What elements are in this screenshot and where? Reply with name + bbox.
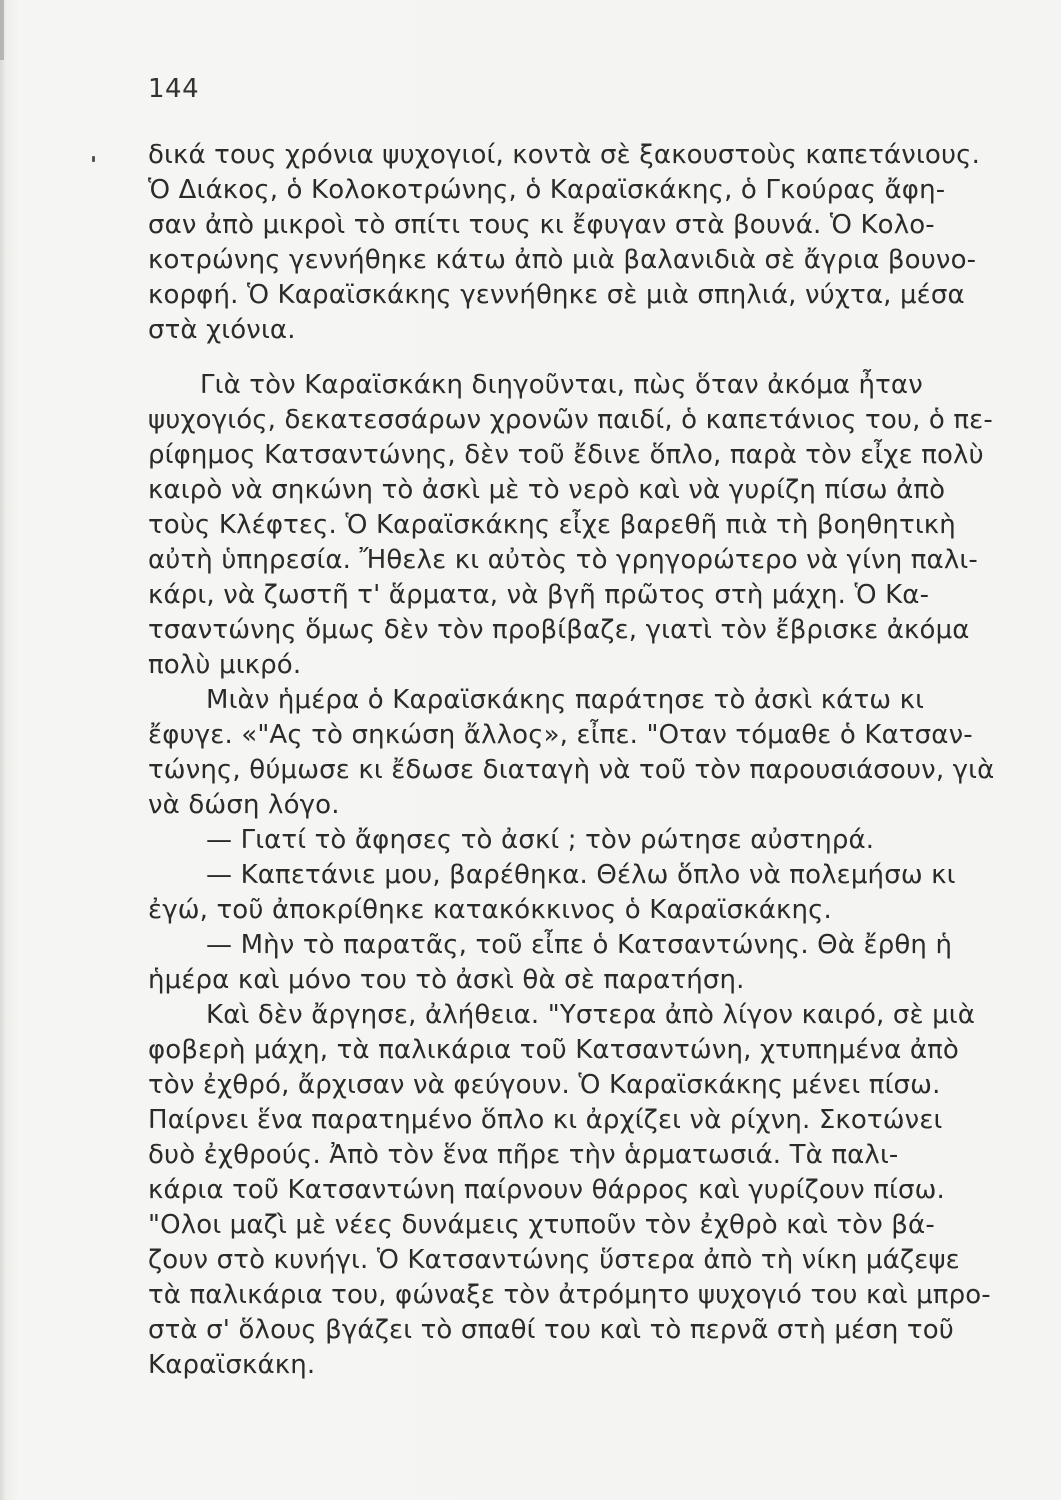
text-line: τὸν ἐχθρό, ἄρχισαν νὰ φεύγουν. Ὁ Καραϊσκάκης μένει πίσω. [148, 1070, 941, 1100]
text-line: δικά τους χρόνια ψυχογιοί, κοντὰ σὲ ξακουστοὺς καπετάνιους. [148, 140, 980, 170]
text-line: τσαντώνης ὅμως δὲν τὸν προβίβαζε, γιατὶ τὸν ἔβρισκε ἀκόμα [148, 615, 970, 645]
text-line: δυὸ ἐχθρούς. Ἀπὸ τὸν ἕνα πῆρε τὴν ἁρματωσιά. Τὰ παλι- [148, 1140, 899, 1170]
text-line: φοβερὴ μάχη, τὰ παλικάρια τοῦ Κατσαντώνη, χτυπημένα ἀπὸ [148, 1035, 959, 1065]
text-line: τώνης, θύμωσε κι ἔδωσε διαταγὴ νὰ τοῦ τὸν παρουσιάσουν, γιὰ [148, 755, 995, 785]
text-line: κοτρώνης γεννήθηκε κάτω ἀπὸ μιὰ βαλανιδιὰ σὲ ἄγρια βουνο- [148, 245, 977, 275]
page-edge-mark [0, 0, 4, 60]
margin-ink-mark [92, 156, 95, 162]
text-line: κάρι, νὰ ζωστῆ τ' ἅρματα, νὰ βγῆ πρῶτος στὴ μάχη. Ὁ Κα- [148, 580, 930, 610]
text-line: "Ολοι μαζὶ μὲ νέες δυνάμεις χτυποῦν τὸν ἐχθρὸ καὶ τὸν βά- [148, 1210, 935, 1240]
text-line: ψυχογιός, δεκατεσσάρων χρονῶν παιδί, ὁ καπετάνιος του, ὁ πε- [148, 405, 993, 435]
text-line: πολὺ μικρό. [148, 650, 302, 680]
text-line: Ὁ Διάκος, ὁ Κολοκοτρώνης, ὁ Καραϊσκάκης, ὁ Γκούρας ἄφη- [148, 175, 946, 205]
text-line: ρίφημος Κατσαντώνης, δὲν τοῦ ἔδινε ὅπλο, παρὰ τὸν εἶχε πολὺ [148, 440, 984, 470]
dialogue-line: — Μὴν τὸ παρατᾶς, τοῦ εἶπε ὁ Κατσαντώνης. Θὰ ἔρθη ἡ [206, 930, 953, 960]
text-line: σαν ἀπὸ μικροὶ τὸ σπίτι τους κι ἔφυγαν στὰ βουνά. Ὁ Κολο- [148, 210, 935, 240]
text-line: καιρὸ νὰ σηκώνη τὸ ἀσκὶ μὲ τὸ νερὸ καὶ νὰ γυρίζη πίσω ἀπὸ [148, 475, 946, 505]
dialogue-line: — Καπετάνιε μου, βαρέθηκα. Θέλω ὅπλο νὰ πολεμήσω κι [206, 860, 956, 890]
text-line: νὰ δώση λόγο. [148, 790, 340, 820]
paragraph-gap [148, 348, 1040, 368]
text-line: τὰ παλικάρια του, φώναξε τὸν ἀτρόμητο ψυχογιό του καὶ μπρο- [148, 1280, 991, 1310]
text-line: στὰ σ' ὅλους βγάζει τὸ σπαθί του καὶ τὸ περνᾶ στὴ μέση τοῦ [148, 1315, 954, 1345]
text-line: Παίρνει ἕνα παρατημένο ὅπλο κι ἀρχίζει νὰ ρίχνη. Σκοτώνει [148, 1105, 943, 1135]
text-line: ἡμέρα καὶ μόνο του τὸ ἀσκὶ θὰ σὲ παρατήση. [148, 965, 745, 995]
body-text [148, 138, 1040, 1383]
page-number: 144 [148, 74, 200, 104]
text-line: κορφή. Ὁ Καραϊσκάκης γεννήθηκε σὲ μιὰ σπηλιά, νύχτα, μέσα [148, 280, 965, 310]
text-line: στὰ χιόνια. [148, 315, 296, 345]
text-line: κάρια τοῦ Κατσαντώνη παίρνουν θάρρος καὶ γυρίζουν πίσω. [148, 1175, 945, 1205]
text-line: αὐτὴ ὑπηρεσία. Ἤθελε κι αὐτὸς τὸ γρηγορώτερο νὰ γίνη παλι- [148, 545, 978, 575]
text-line: Γιὰ τὸν Καραϊσκάκη διηγοῦνται, πὼς ὅταν ἀκόμα ἦταν [200, 370, 923, 400]
text-line: τοὺς Κλέφτες. Ὁ Καραϊσκάκης εἶχε βαρεθῆ πιὰ τὴ βοηθητικὴ [148, 510, 956, 540]
text-line: ἐγώ, τοῦ ἀποκρίθηκε κατακόκκινος ὁ Καραϊσκάκης. [148, 895, 832, 925]
text-line: ζουν στὸ κυνήγι. Ὁ Κατσαντώνης ὕστερα ἀπὸ τὴ νίκη μάζεψε [148, 1245, 960, 1275]
dialogue-line: — Γιατί τὸ ἄφησες τὸ ἀσκί ; τὸν ρώτησε αὐστηρά. [206, 825, 875, 855]
text-line: ἔφυγε. «"Ας τὸ σηκώση ἄλλος», εἶπε. "Οταν τόμαθε ὁ Κατσαν- [148, 720, 973, 750]
text-line: Καὶ δὲν ἄργησε, ἀλήθεια. "Υστερα ἀπὸ λίγον καιρό, σὲ μιὰ [206, 1000, 976, 1030]
text-line: Καραϊσκάκη. [148, 1350, 316, 1380]
text-line: Μιὰν ἡμέρα ὁ Καραϊσκάκης παράτησε τὸ ἀσκὶ κάτω κι [206, 685, 925, 715]
